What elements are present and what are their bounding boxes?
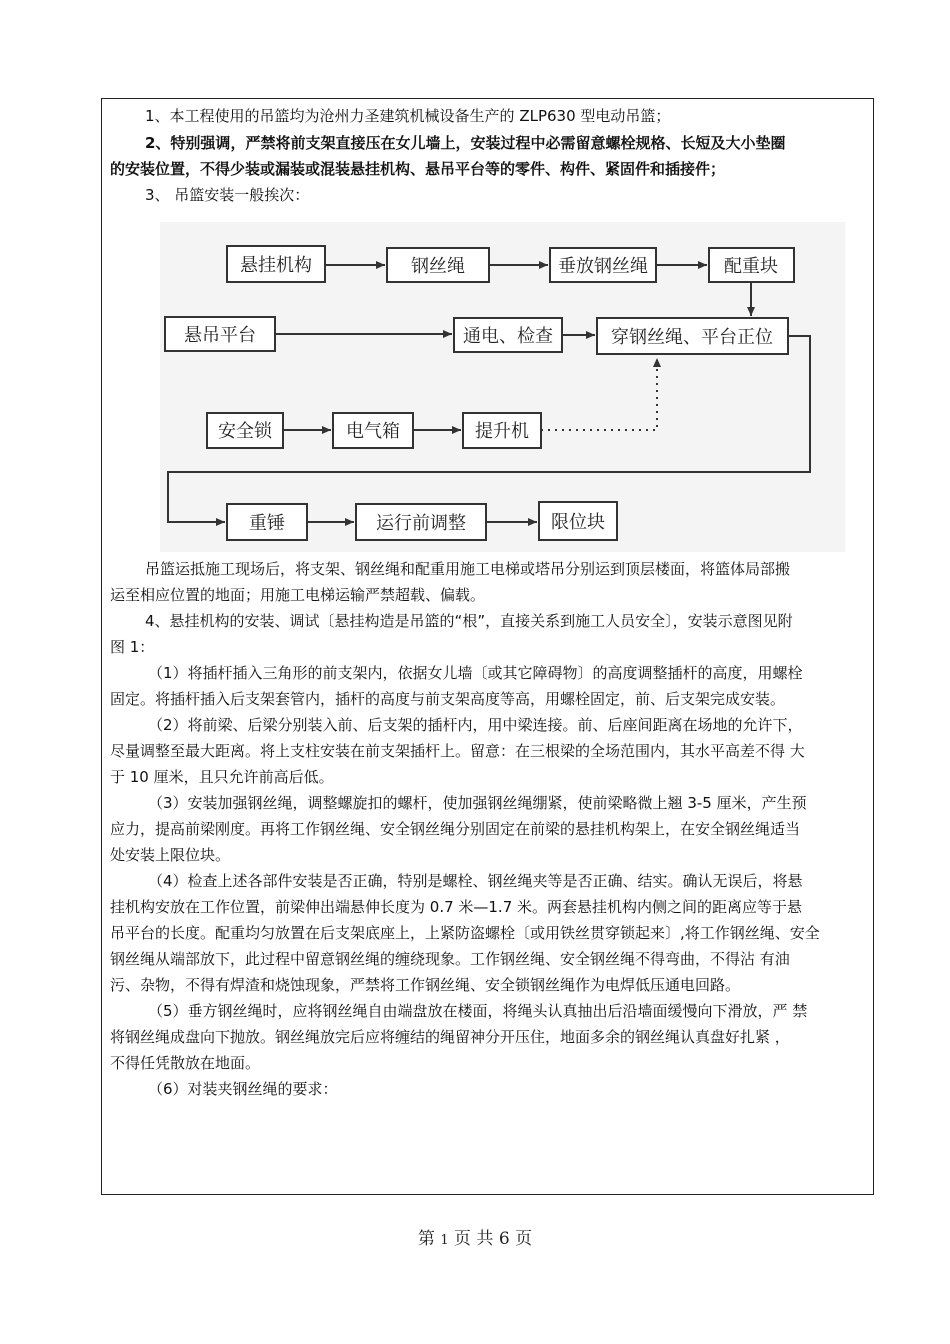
- text-line-15: 应力，提高前梁刚度。再将工作钢丝绳、安全钢丝绳分别固定在前梁的悬挂机构架上，在安全钢丝绳适当: [110, 820, 801, 838]
- node-power-check: 通电、检查: [463, 326, 553, 347]
- text-line-18: 挂机构安放在工作位置，前梁伸出端悬伸长度为 0.7 米—1.7 米。两套悬挂机构内侧之间的距离应等于悬: [110, 898, 803, 916]
- text-line-21: 污、杂物，不得有焊渣和烧蚀现象，严禁将工作钢丝绳、安全锁钢丝绳作为电焊低压通电回路。: [110, 976, 741, 994]
- text-line-7: 4、悬挂机构的安装、调试〔悬挂构造是吊篮的“根”，直接关系到施工人员安全〕，安装示意图见附: [145, 612, 793, 630]
- text-line-25: （6）对装夹钢丝绳的要求：: [148, 1080, 338, 1098]
- node-lower-rope: 垂放钢丝绳: [558, 256, 648, 277]
- footer-total-pages: 6: [498, 1229, 510, 1249]
- text-line-19: 吊平台的长度。配重均匀放置在后支架底座上，上紧防盗螺栓〔或用铁丝贯穿锁起来〕,将工作钢丝绳、安全: [110, 924, 820, 942]
- footer-prefix: 第: [417, 1229, 435, 1249]
- node-electric-box: 电气箱: [346, 421, 400, 442]
- text-line-10: 固定。将插杆插入后支架套管内，插杆的高度与前支架高度等高，用螺栓固定，前、后支架完成安装。: [110, 690, 786, 708]
- node-heavy-hammer: 重锤: [249, 513, 285, 534]
- footer-page-number: 1: [440, 1233, 449, 1248]
- node-safety-lock: 安全锁: [218, 421, 272, 442]
- text-line-2: 2、特别强调，严禁将前支架直接压在女儿墙上，安装过程中必需留意螺栓规格、长短及大小垫圈: [145, 134, 786, 152]
- node-counterweight: 配重块: [724, 256, 778, 277]
- footer-suffix: 页: [515, 1229, 533, 1249]
- text-line-16: 处安装上限位块。: [110, 846, 231, 864]
- text-line-20: 钢丝绳从端部放下，此过程中留意钢丝绳的缠绕现象。工作钢丝绳、安全钢丝绳不得弯曲，不得沾 有油: [110, 950, 790, 968]
- text-line-3: 的安装位置，不得少装或漏装或混装悬挂机构、悬吊平台等的零件、构件、紧固件和插接件；: [110, 160, 726, 178]
- node-pre-adjust: 运行前调整: [376, 513, 466, 534]
- text-line-17: （4）检查上述各部件安装是否正确，特别是螺栓、钢丝绳夹等是否正确、结实。确认无误后，将悬: [148, 872, 803, 890]
- text-line-5: 吊篮运抵施工现场后，将支架、钢丝绳和配重用施工电梯或塔吊分别运到顶层楼面，将篮体局部搬: [145, 560, 791, 578]
- node-hoist: 提升机: [475, 421, 529, 442]
- installation-flowchart: [160, 222, 845, 552]
- text-line-13: 于 10 厘米，且只允许前高后低。: [110, 768, 334, 786]
- node-platform: 悬吊平台: [184, 325, 256, 346]
- node-thread-rope: 穿钢丝绳、平台正位: [611, 327, 773, 348]
- text-line-1: 1、本工程使用的吊篮均为沧州力圣建筑机械设备生产的 ZLP630 型电动吊篮；: [145, 107, 671, 125]
- text-line-11: （2）将前梁、后梁分别装入前、后支架的插杆内，用中梁连接。前、后座间距离在场地的允许下，: [148, 716, 803, 734]
- text-line-24: 不得任凭散放在地面。: [110, 1054, 261, 1072]
- text-line-22: （5）垂方钢丝绳时，应将钢丝绳自由端盘放在楼面，将绳头认真抽出后沿墙面缓慢向下滑放，严 禁: [148, 1002, 808, 1020]
- text-line-4: 3、 吊篮安装一般挨次：: [145, 186, 310, 204]
- node-limit-block: 限位块: [551, 512, 605, 533]
- node-suspension: 悬挂机构: [240, 255, 312, 276]
- footer-middle: 页 共: [454, 1229, 494, 1249]
- text-line-8: 图 1：: [110, 638, 155, 656]
- text-line-6: 运至相应位置的地面；用施工电梯运输严禁超载、偏载。: [110, 586, 486, 604]
- text-line-23: 将钢丝绳成盘向下抛放。钢丝绳放完后应将缠结的绳留神分开压住，地面多余的钢丝绳认真盘好扎紧 ，: [110, 1028, 790, 1046]
- text-line-14: （3）安装加强钢丝绳，调整螺旋扣的螺杆，使加强钢丝绳绷紧，使前梁略微上翘 3-5 厘米，产生预: [148, 794, 807, 812]
- page-footer: [0, 1224, 950, 1249]
- text-line-12: 尽量调整至最大距离。将上支柱安装在前支架插杆上。留意：在三根梁的全场范围内，其水平高差不得 大: [110, 742, 805, 760]
- text-line-9: （1）将插杆插入三角形的前支架内，依据女儿墙〔或其它障碍物〕的高度调整插杆的高度，用螺栓: [148, 664, 803, 682]
- node-wire-rope: 钢丝绳: [411, 256, 465, 277]
